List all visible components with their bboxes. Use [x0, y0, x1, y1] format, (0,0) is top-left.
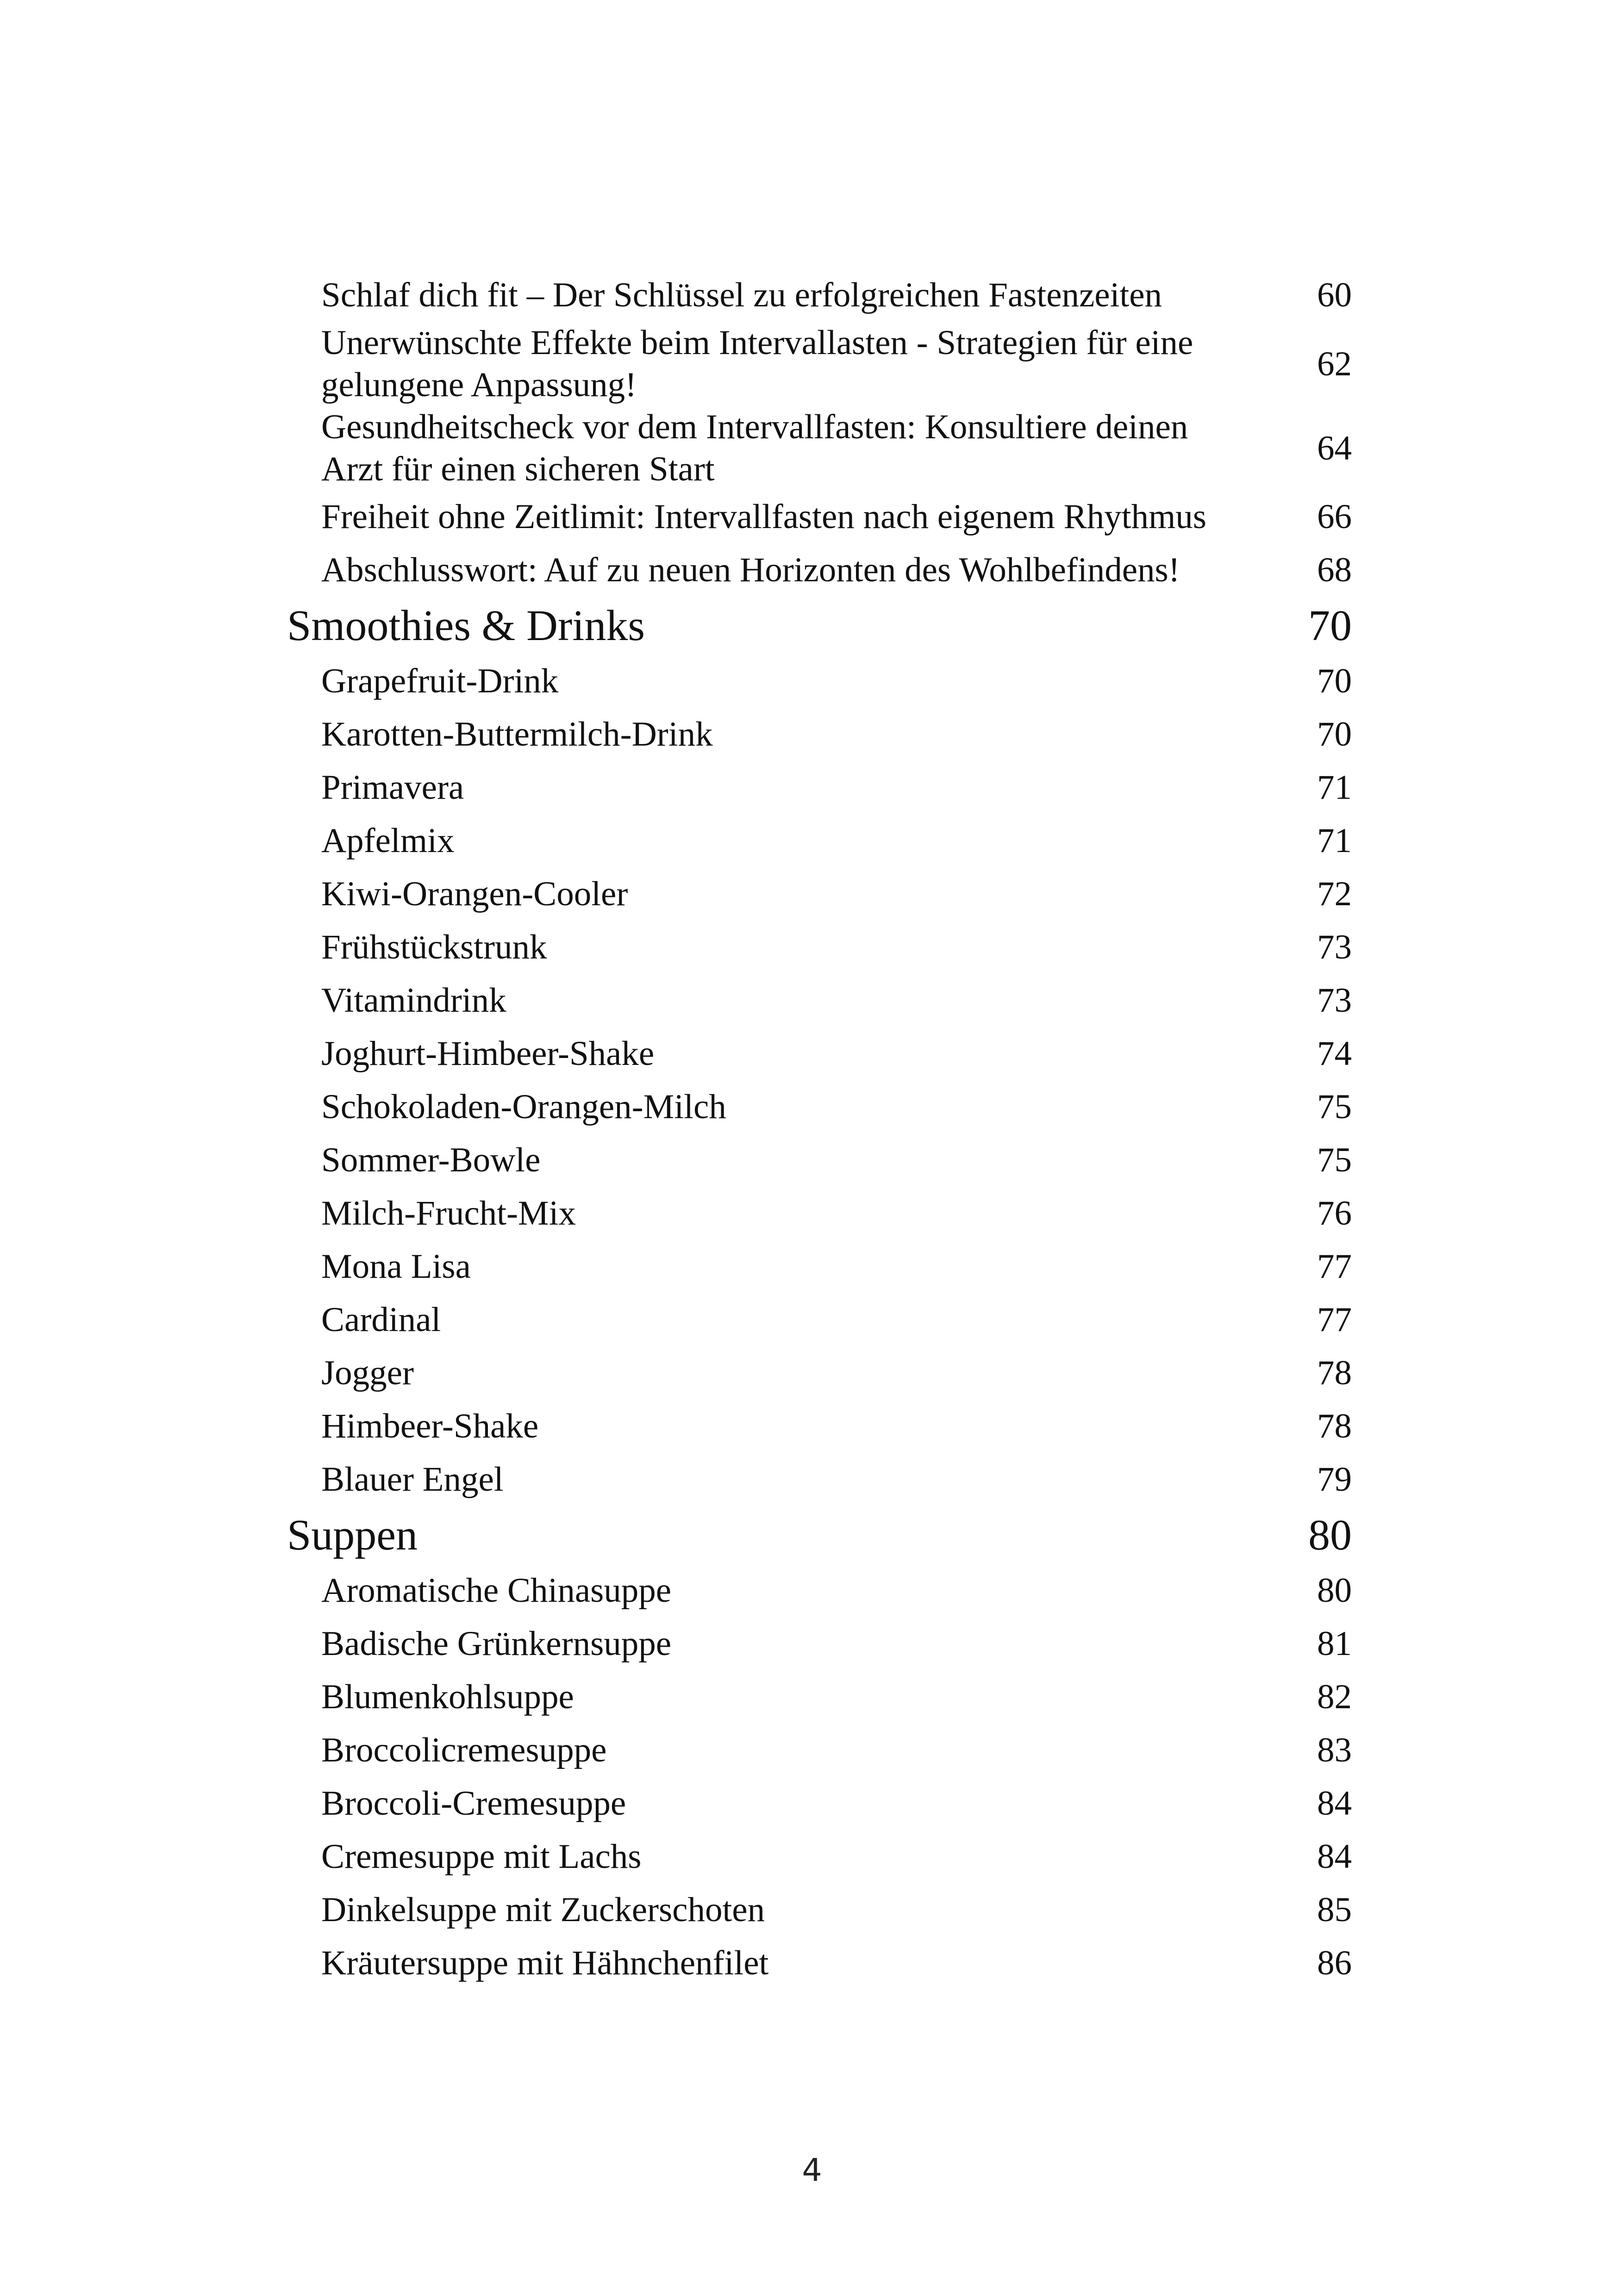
- toc-entry-title: Frühstückstrunk: [321, 928, 547, 966]
- toc-entry-title: Schokoladen-Orangen-Milch: [321, 1088, 726, 1126]
- toc-entry: [287, 1777, 1352, 1830]
- toc-entry-title: Blauer Engel: [321, 1460, 504, 1499]
- toc-entry: [287, 1830, 1352, 1883]
- toc-entry-title: Blumenkohlsuppe: [321, 1678, 574, 1716]
- toc-chapter-title: Smoothies & Drinks: [287, 601, 645, 650]
- toc-entry-page: 75: [1317, 1088, 1352, 1126]
- toc-entry-page: 84: [1317, 1784, 1352, 1823]
- toc-entry: [287, 1617, 1352, 1670]
- toc-entry-title: Kräutersuppe mit Hähnchenfilet: [321, 1944, 769, 1982]
- toc-entry-title: Freiheit ohne Zeitlimit: Intervallfasten nach eigenem Rhythmus: [321, 498, 1206, 536]
- toc-entry-page: 84: [1317, 1837, 1352, 1876]
- toc-entry: [287, 1027, 1352, 1080]
- toc-entry-title: Abschlusswort: Auf zu neuen Horizonten des Wohlbefindens!: [321, 551, 1180, 589]
- page-number: 4: [802, 2152, 822, 2189]
- toc-entry-title: Unerwünschte Effekte beim Intervallasten - Strategien für eine gelungene Anpassung!: [321, 324, 1193, 404]
- toc-entry-page: 74: [1317, 1034, 1352, 1073]
- toc-entry: [287, 1240, 1352, 1293]
- toc-entry-page: 77: [1317, 1300, 1352, 1339]
- toc-entry: [287, 867, 1352, 921]
- toc-entry-title: Kiwi-Orangen-Cooler: [321, 875, 628, 913]
- toc-entry: [287, 1293, 1352, 1346]
- toc-entry-title: Broccolicremesuppe: [321, 1731, 607, 1769]
- toc-entry-title: Primavera: [321, 768, 464, 807]
- toc-entry-title: Karotten-Buttermilch-Drink: [321, 715, 713, 753]
- toc-entry-title: Vitamindrink: [321, 981, 506, 1020]
- toc-entry: [287, 322, 1352, 406]
- toc-entry: [287, 1724, 1352, 1777]
- toc-entry: [287, 406, 1352, 490]
- toc-entry-title: Joghurt-Himbeer-Shake: [321, 1034, 655, 1073]
- toc-entry-title: Milch-Frucht-Mix: [321, 1194, 576, 1232]
- toc-entry: [287, 921, 1352, 974]
- toc-entry-page: 83: [1317, 1731, 1352, 1769]
- toc-entry-page: 76: [1317, 1194, 1352, 1232]
- toc-entry-page: 75: [1317, 1141, 1352, 1179]
- toc-entry-title: Jogger: [321, 1354, 414, 1392]
- toc-entry-page: 60: [1317, 276, 1352, 314]
- toc-entry-page: 78: [1317, 1407, 1352, 1445]
- toc-entry: [287, 1564, 1352, 1617]
- toc-entry-page: 70: [1317, 715, 1352, 753]
- toc-entry-page: 73: [1317, 981, 1352, 1020]
- toc-entry-page: 78: [1317, 1354, 1352, 1392]
- toc-entry-page: 68: [1317, 551, 1352, 589]
- toc-entry-title: Dinkelsuppe mit Zuckerschoten: [321, 1891, 765, 1929]
- table-of-contents: [287, 268, 1352, 1990]
- toc-entry: [287, 1346, 1352, 1400]
- toc-entry-title: Broccoli-Cremesuppe: [321, 1784, 626, 1823]
- toc-entry-title: Aromatische Chinasuppe: [321, 1571, 672, 1610]
- toc-entry-page: 71: [1317, 821, 1352, 860]
- toc-entry: [287, 1133, 1352, 1187]
- toc-entry-title: Grapefruit-Drink: [321, 662, 559, 700]
- toc-entry-page: 80: [1317, 1571, 1352, 1610]
- toc-entry: [287, 1936, 1352, 1990]
- toc-entry-title: Badische Grünkernsuppe: [321, 1624, 672, 1663]
- toc-entry-page: 62: [1317, 344, 1352, 383]
- toc-entry-title: Cremesuppe mit Lachs: [321, 1837, 642, 1876]
- toc-entry-page: 79: [1317, 1460, 1352, 1499]
- toc-chapter-page: 70: [1308, 601, 1352, 650]
- toc-entry-title: Himbeer-Shake: [321, 1407, 539, 1445]
- toc-entry-page: 81: [1317, 1624, 1352, 1663]
- toc-entry-page: 70: [1317, 662, 1352, 700]
- toc-entry-page: 82: [1317, 1678, 1352, 1716]
- toc-entry-title: Gesundheitscheck vor dem Intervallfasten: Konsultiere deinen Arzt für einen sicheren Start: [321, 408, 1188, 488]
- toc-entry-page: 77: [1317, 1247, 1352, 1286]
- toc-entry: [287, 1400, 1352, 1453]
- toc-entry: [287, 654, 1352, 708]
- toc-entry: [287, 708, 1352, 761]
- toc-entry-page: 86: [1317, 1944, 1352, 1982]
- toc-entry: [287, 1080, 1352, 1133]
- toc-entry-page: 71: [1317, 768, 1352, 807]
- toc-chapter-title: Suppen: [287, 1511, 418, 1559]
- toc-chapter-page: 80: [1308, 1511, 1352, 1559]
- toc-entry-page: 72: [1317, 875, 1352, 913]
- toc-entry-page: 66: [1317, 498, 1352, 536]
- toc-chapter: [287, 1506, 1352, 1564]
- toc-entry-title: Apfelmix: [321, 821, 455, 860]
- toc-entry: [287, 1670, 1352, 1724]
- toc-entry-title: Mona Lisa: [321, 1247, 471, 1286]
- toc-entry: [287, 268, 1352, 322]
- toc-entry-title: Cardinal: [321, 1300, 441, 1339]
- toc-entry: [287, 814, 1352, 867]
- toc-entry-title: Schlaf dich fit – Der Schlüssel zu erfolgreichen Fastenzeiten: [321, 276, 1162, 314]
- toc-entry: [287, 490, 1352, 543]
- toc-entry-title: Sommer-Bowle: [321, 1141, 541, 1179]
- toc-entry-page: 64: [1317, 429, 1352, 467]
- toc-entry-page: 73: [1317, 928, 1352, 966]
- toc-entry: [287, 974, 1352, 1027]
- toc-entry: [287, 543, 1352, 597]
- toc-entry: [287, 1883, 1352, 1936]
- toc-entry: [287, 1187, 1352, 1240]
- toc-entry-page: 85: [1317, 1891, 1352, 1929]
- toc-entry: [287, 761, 1352, 814]
- toc-entry: [287, 1453, 1352, 1506]
- toc-chapter: [287, 597, 1352, 654]
